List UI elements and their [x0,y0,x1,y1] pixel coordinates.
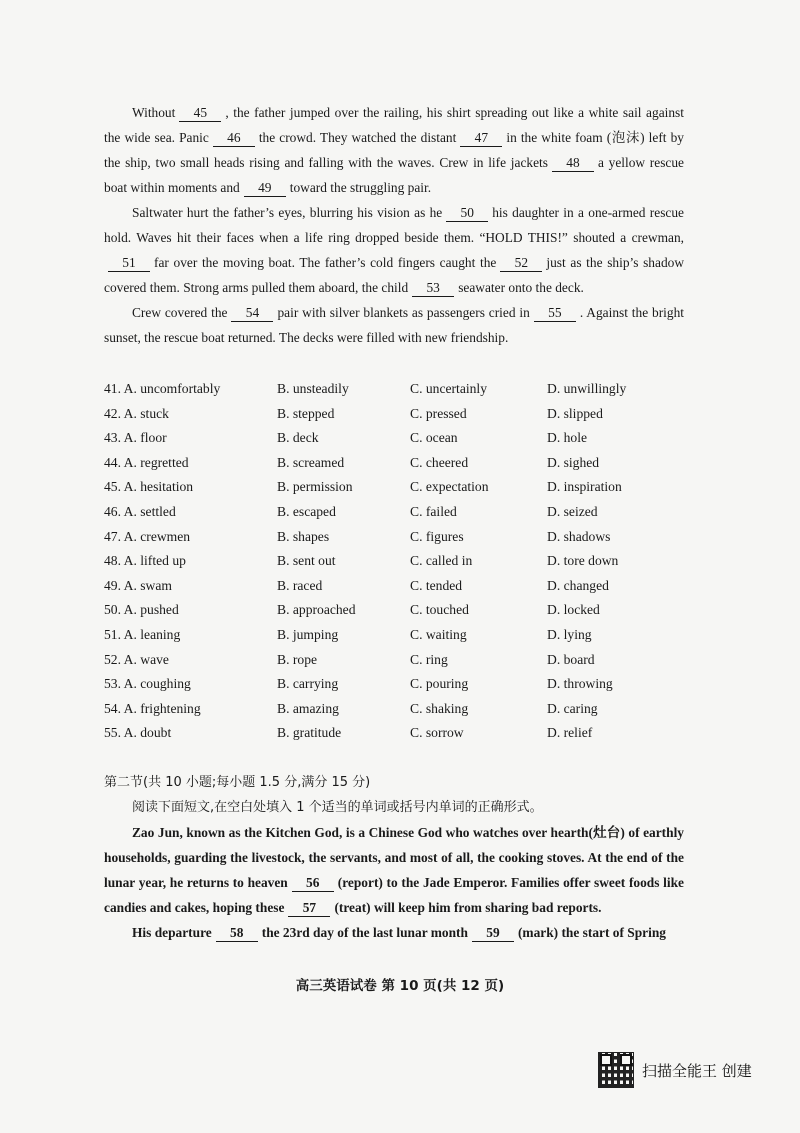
option-row: 44. A. regretted B. screamed C. cheered D. sighed [104,454,600,470]
option-row: 52. A. wave B. rope C. ring D. board [104,651,595,667]
option-row: 48. A. lifted up B. sent out C. called in D. tore down [104,553,619,569]
option-row: 45. A. hesitation B. permission C. expectation D. inspiration [104,479,622,495]
blank-47: 47 [460,129,502,147]
grammar-paragraph-1: Zao Jun, known as the Kitchen God, is a Chinese God who watches over hearth(灶台) of earthly households, guarding the livestock, the servants, and most of all, the cooking stoves. At the end of the lunar year, he returns to heaven 56 (report) to the Jade Emperor. Families offer sweet foods like candies and cakes, hoping these 57 (treat) will keep him from sharing bad reports. [104,825,684,915]
blank-52: 52 [500,254,542,272]
blank-48: 48 [552,154,594,172]
blank-51: 51 [108,254,150,272]
qr-code-icon [598,1052,634,1088]
option-row: 50. A. pushed B. approached C. touched D. locked [104,602,600,618]
answer-options [104,377,704,746]
option-row: 49. A. swam B. raced C. tended D. changed [104,577,609,593]
section-two-heading: 第二节(共 10 小题;每小题 1.5 分,满分 15 分) [104,775,371,790]
section-two [104,770,684,945]
blank-45: 45 [179,104,221,122]
section-two-instruction: 阅读下面短文,在空白处填入 1 个适当的单词或括号内单词的正确形式。 [132,800,543,815]
passage-paragraph-3: Crew covered the 54 pair with silver blankets as passengers cried in 55 . Against the bright sunset, the rescue boat returned. The decks were filled with new friendship. [104,305,685,345]
option-row: 53. A. coughing B. carrying C. pouring D. throwing [104,676,613,692]
blank-56: 56 [292,874,334,892]
blank-55: 55 [534,304,576,322]
option-row: 42. A. stuck B. stepped C. pressed D. slipped [104,405,603,421]
watermark-text: 扫描全能王 创建 [642,1061,752,1080]
grammar-passage [104,820,684,945]
blank-54: 54 [231,304,273,322]
cloze-passage [104,100,684,350]
option-row: 47. A. crewmen B. shapes C. figures D. shadows [104,528,611,544]
scanner-watermark [598,1052,752,1088]
blank-46: 46 [213,129,255,147]
option-row: 54. A. frightening B. amazing C. shaking D. caring [104,700,598,716]
option-row: 43. A. floor B. deck C. ocean D. hole [104,430,588,446]
grammar-paragraph-2: His departure 58 the 23rd day of the last lunar month 59 (mark) the start of Spring [132,925,666,940]
option-row: 55. A. doubt B. gratitude C. sorrow D. relief [104,725,593,741]
blank-49: 49 [244,179,286,197]
passage-paragraph-2: Saltwater hurt the father’s eyes, blurring his vision as he 50 his daughter in a one-armed rescue hold. Waves hit their faces when a life ring dropped beside them. “HOLD THIS!” shouted a crewman,51 far over the moving boat. The father’s cold fingers caught the 52 just as the ship’s shadow covered them. Strong arms pulled them aboard, the child 53 seawater onto the deck. [104,205,685,295]
page-footer: 高三英语试卷 第 10 页(共 12 页) [295,978,505,994]
option-row: 41. A. uncomfortably B. unsteadily C. uncertainly D. unwillingly [104,381,627,396]
passage-paragraph-1: Without 45 , the father jumped over the railing, his shirt spreading out like a white sail against the wide sea. Panic 46 the crowd. They watched the distant 47 in the white foam (泡沫) left by the ship, two small heads rising and falling with the waves. Crew in life jackets 48 a yellow rescue boat within moments and 49 toward the struggling pair. [104,105,684,195]
blank-59: 59 [472,924,514,942]
option-row: 51. A. leaning B. jumping C. waiting D. lying [104,626,592,642]
blank-50: 50 [446,204,488,222]
option-row: 46. A. settled B. escaped C. failed D. seized [104,503,598,519]
blank-58: 58 [216,924,258,942]
blank-57: 57 [288,899,330,917]
blank-53: 53 [412,279,454,297]
